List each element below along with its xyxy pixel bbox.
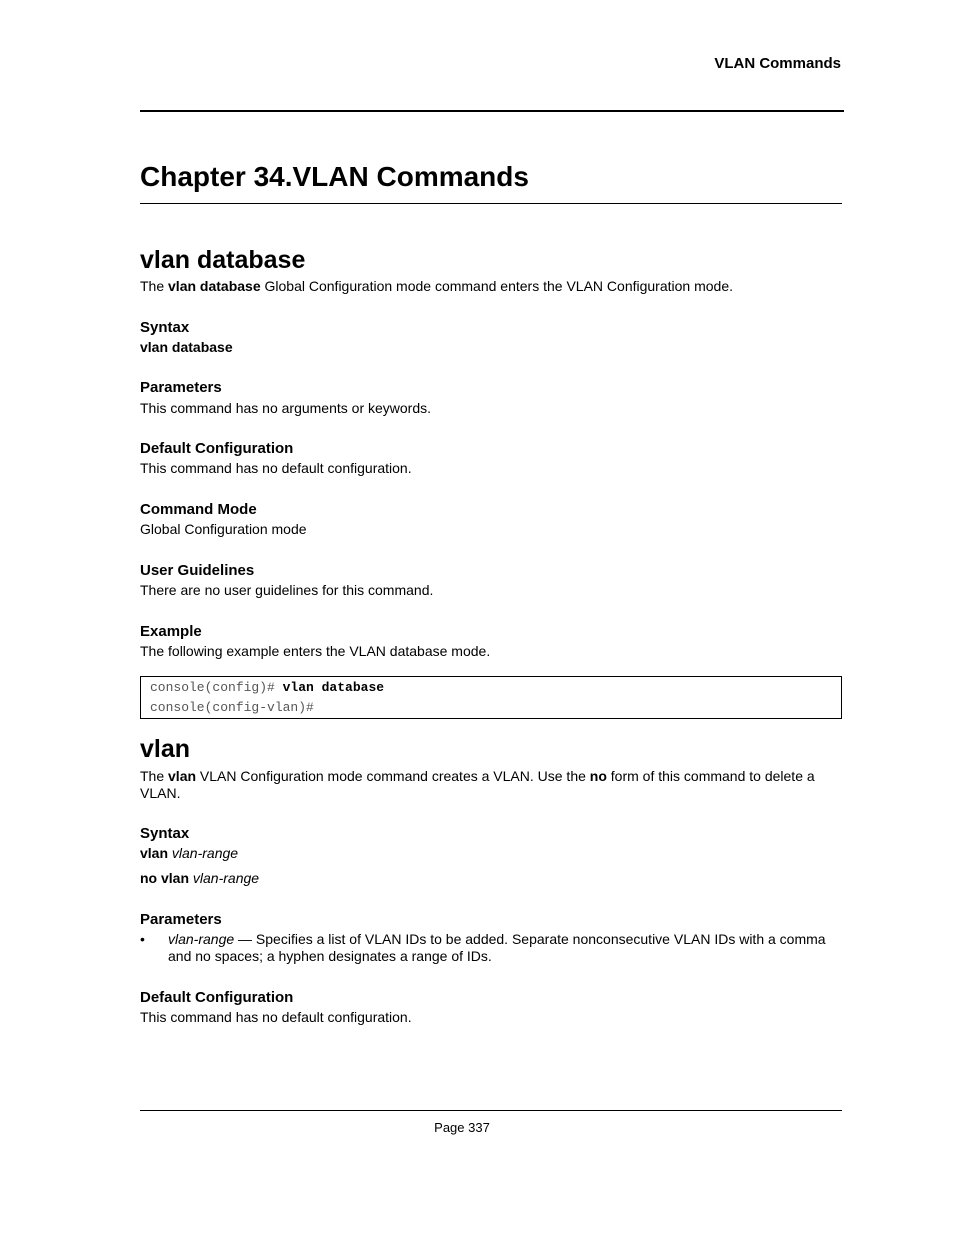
footer-rule [140,1110,842,1111]
chapter-title: Chapter 34.VLAN Commands [140,161,529,192]
parameters-heading: Parameters [140,379,222,396]
syntax-argument: vlan-range [171,845,239,861]
header-rule [140,110,844,112]
syntax-line [140,870,830,887]
code-prompt: console(config-vlan)# [150,700,314,715]
running-header: VLAN Commands [714,55,841,72]
parameter-description: — Specifies a list of VLAN IDs to be added. Separate nonconsecutive VLAN IDs with a comma and no spaces; a hyphen designates a range of IDs. [168,931,826,964]
section-intro [140,768,830,802]
syntax-command: vlan [140,845,169,861]
section-title-vlan-database: vlan database [140,246,306,274]
default-config-heading: Default Configuration [140,989,294,1006]
code-command: vlan database [282,680,385,695]
user-guidelines-heading: User Guidelines [140,562,255,579]
syntax-heading: Syntax [140,319,190,336]
intro-text: The [140,768,169,784]
section-title-vlan: vlan [140,735,191,763]
syntax-command: no vlan [140,870,190,886]
command-mode-heading: Command Mode [140,501,257,518]
section-intro [140,278,830,295]
parameters-text: This command has no arguments or keywords. [140,400,432,416]
intro-command: vlan [168,768,197,784]
intro-text: Global Configuration mode command enters the VLAN Configuration mode. [260,278,733,294]
code-line [150,700,314,716]
parameters-heading: Parameters [140,911,222,928]
chapter-rule [140,203,842,204]
intro-text: The [140,278,169,294]
command-mode-text: Global Configuration mode [140,521,307,537]
intro-text: form of this command to delete a VLAN. [140,768,815,801]
code-prompt: console(config)# [150,680,283,695]
page-number: Page 337 [434,1120,490,1135]
intro-keyword: no [589,768,607,784]
intro-text: VLAN Configuration mode command creates a VLAN. Use the [196,768,590,784]
user-guidelines-text: There are no user guidelines for this command. [140,582,434,598]
intro-command: vlan database [168,278,261,294]
syntax-text: vlan database [140,339,233,355]
parameter-item [168,931,838,965]
syntax-line [140,845,830,862]
syntax-argument: vlan-range [192,870,260,886]
syntax-heading: Syntax [140,825,190,842]
default-config-text: This command has no default configuration. [140,460,412,476]
default-config-text: This command has no default configuration. [140,1009,412,1025]
example-text: The following example enters the VLAN database mode. [140,643,491,659]
code-line [150,680,384,696]
code-example-box [140,676,842,719]
bullet-marker: • [140,931,145,947]
example-heading: Example [140,623,202,640]
parameter-name: vlan-range [168,931,235,947]
default-config-heading: Default Configuration [140,440,294,457]
